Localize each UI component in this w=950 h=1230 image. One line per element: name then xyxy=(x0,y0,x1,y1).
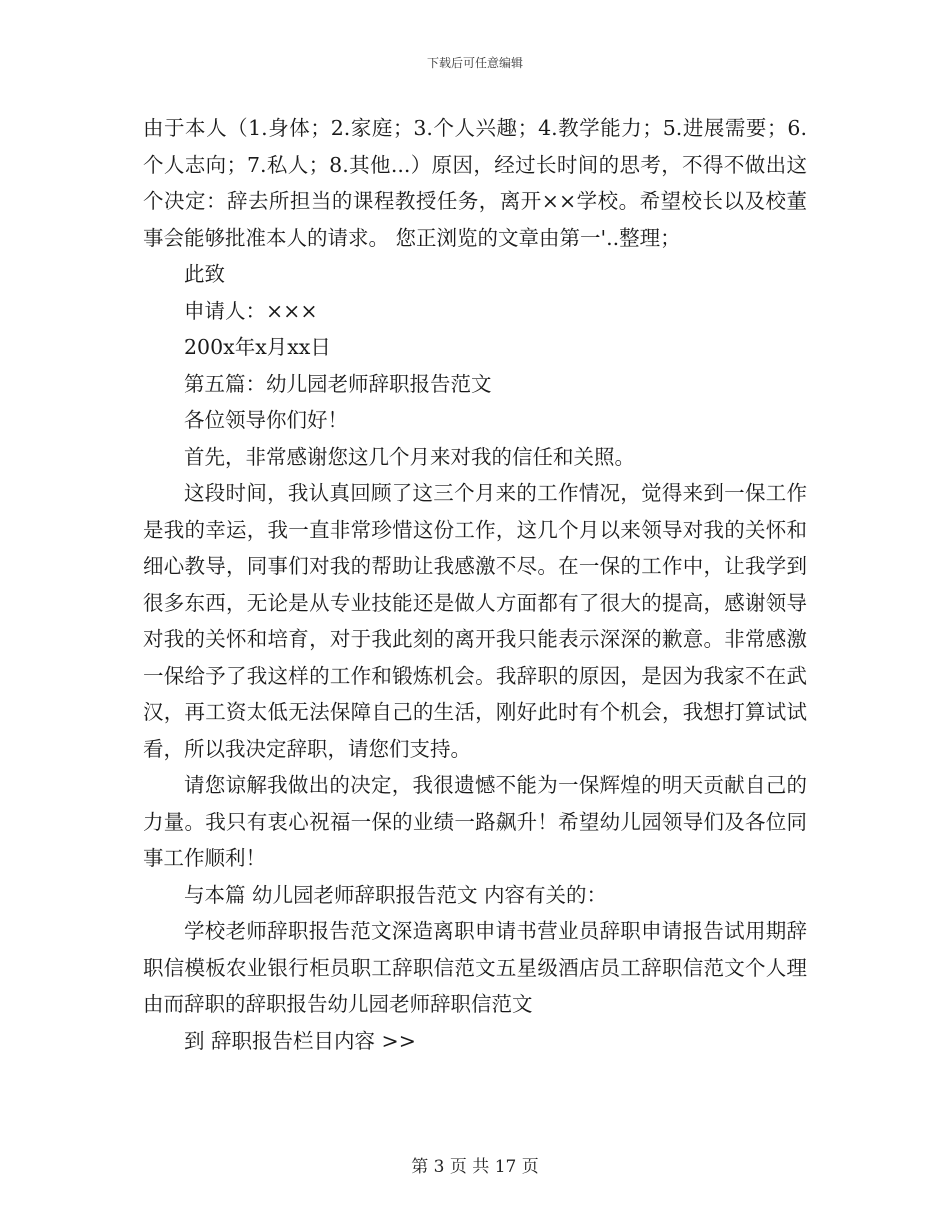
paragraph-body: 这段时间，我认真回顾了这三个月来的工作情况，觉得来到一保工作是我的幸运，我一直非常珍惜这份工作，这几个月以来领导对我的关怀和细心教导，同事们对我的帮助让我感激不尽。在一保的工作中，让我学到很多东西，无论是从专业技能还是做人方面都有了很大的提高，感谢领导对我的关怀和培育，对于我此刻的离开我只能表示深深的歉意。非常感激一保给予了我这样的工作和锻炼机会。我辞职的原因，是因为我家不在武汉，再工资太低无法保障自己的生活，刚好此时有个机会，我想打算试试看，所以我决定辞职，请您们支持。 xyxy=(143,481,807,761)
page-number: 第 3 页 共 17 页 xyxy=(411,1157,539,1177)
column-link[interactable]: 到 辞职报告栏目内容 >> xyxy=(184,1028,416,1053)
paragraph-reason: 由于本人（1.身体；2.家庭；3.个人兴趣；4.教学能力；5.进展需要；6.个人志向；7.私人；8.其他...）原因，经过长时间的思考，不得不做出这个决定：辞去所担当的课程教授任务，离开××学校。希望校长以及校董事会能够批准本人的请求。 您正浏览的文章由第一'..整理； xyxy=(143,116,807,250)
related-heading: 与本篇 幼儿园老师辞职报告范文 内容有关的： xyxy=(184,882,608,907)
document-body xyxy=(143,110,807,1059)
related-links[interactable]: 学校老师辞职报告范文深造离职申请书营业员辞职申请报告试用期辞职信模板农业银行柜员职工辞职信范文五星级酒店员工辞职信范文个人理由而辞职的辞职报告幼儿园老师辞职信范文 xyxy=(143,919,807,1016)
applicant-line: 申请人：××× xyxy=(184,298,318,323)
closing-salutation: 此致 xyxy=(184,262,225,286)
paragraph-wishes: 请您谅解我做出的决定，我很遗憾不能为一保辉煌的明天贡献自己的力量。我只有衷心祝福一保的业绩一路飙升！希望幼儿园领导们及各位同事工作顺利！ xyxy=(143,773,807,870)
paragraph-thanks: 首先，非常感谢您这几个月来对我的信任和关照。 xyxy=(184,444,635,469)
date-line: 200x年x月xx日 xyxy=(184,335,331,359)
greeting: 各位领导你们好！ xyxy=(184,408,348,432)
section-title: 第五篇：幼儿园老师辞职报告范文 xyxy=(184,371,492,396)
page-header: 下载后可任意编辑 xyxy=(426,56,523,70)
